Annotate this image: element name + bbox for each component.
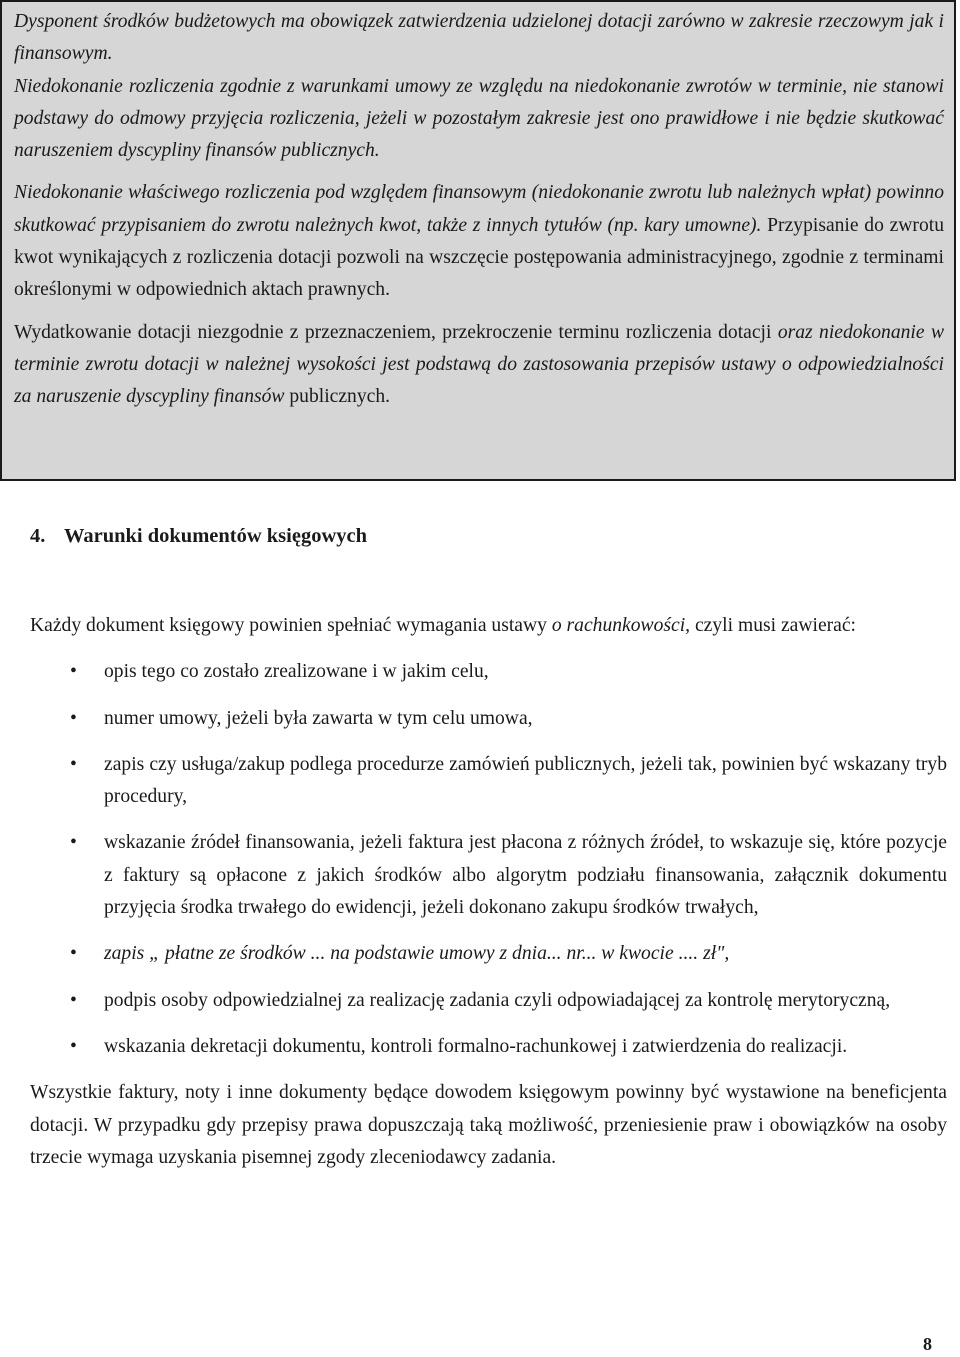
closing-paragraph: Wszystkie faktury, noty i inne dokumenty będące dowodem księgowym powinny być wystawione na beneficjenta dotacji. W przypadku gdy przepisy prawa dopuszczają taką możliwość, przeniesienie praw i obowiązków na osoby trzecie wymaga uzyskania pisemnej zgody zleceniodawcy zadania. <box>30 1082 947 1168</box>
box-paragraph-3-rest: Przypisanie do zwrotu kwot wynikających z rozliczenia dotacji pozwoli na wszczęcie postępowania administracyjnego, zgodnie z terminami określonymi w odpowiednich aktach prawnych. <box>14 214 944 301</box>
list-item-text: podpis osoby odpowiedzialnej za realizację zadania czyli odpowiadającej za kontrolę merytoryczną, <box>104 989 891 1011</box>
box-paragraph-3-italic: Niedokonanie właściwego rozliczenia pod względem finansowym (niedokonanie zwrotu lub należnych wpłat) powinno skutkować przypisaniem do zwrotu należnych kwot, także z innych tytułów (np. kary umowne). <box>14 182 944 236</box>
list-item <box>30 938 947 970</box>
list-item-text: opis tego co zostało zrealizowane i w jakim celu, <box>104 661 489 683</box>
shaded-info-box <box>0 0 956 481</box>
section-body <box>30 610 947 1174</box>
page-number: 8 <box>923 1334 932 1354</box>
intro-before: Każdy dokument księgowy powinien spełniać wymagania ustawy <box>30 615 552 636</box>
list-item-text: numer umowy, jeżeli była zawarta w tym celu umowa, <box>104 707 533 729</box>
list-item <box>30 1031 947 1063</box>
list-item <box>30 749 947 814</box>
bullet-icon: • <box>70 707 77 729</box>
bullet-icon: • <box>70 832 77 854</box>
list-item <box>30 703 947 735</box>
box-paragraph-4-italic: oraz niedokonanie w terminie zwrotu dotacji w należnej wysokości jest podstawą do zastosowania przepisów ustawy o odpowiedzialności za naruszenie dyscypliny finansów <box>14 321 945 408</box>
bullet-icon: • <box>70 661 77 683</box>
intro-italic: o rachunkowości, <box>551 615 691 636</box>
list-item <box>30 985 947 1017</box>
box-paragraph-4-end: publicznych. <box>284 386 391 408</box>
section-heading <box>30 525 367 548</box>
list-item-text: wskazanie źródeł finansowania, jeżeli faktura jest płacona z różnych źródeł, to wskazuje się, które pozycje z faktury są opłacone z jakich środków albo algorytm podziału finansowania, załącznik dokumentu przyjęcia środka trwałego do ewidencji, jeżeli dokonano zakupu środków trwałych, <box>104 832 947 919</box>
section-title: Warunki dokumentów księgowych <box>64 525 368 547</box>
box-paragraph-1: Dysponent środków budżetowych ma obowiązek zatwierdzenia udzielonej dotacji zarówno w zakresie rzeczowym jak i finansowym. <box>14 11 944 65</box>
list-item <box>30 827 947 924</box>
intro-after: czyli musi zawierać: <box>690 615 857 636</box>
requirements-list <box>30 656 947 1063</box>
list-item-text: wskazania dekretacji dokumentu, kontroli formalno-rachunkowej i zatwierdzenia do realizacji. <box>104 1035 848 1057</box>
section-number: 4. <box>30 525 46 547</box>
list-item <box>30 656 947 688</box>
bullet-icon: • <box>70 989 77 1011</box>
list-item-text: zapis „ płatne ze środków ... na podstawie umowy z dnia... nr... w kwocie .... zł", <box>104 943 730 965</box>
box-paragraph-3 <box>14 177 944 306</box>
bullet-icon: • <box>70 943 77 965</box>
box-paragraph-4-normal: Wydatkowanie dotacji niezgodnie z przeznaczeniem, przekroczenie terminu rozliczenia dotacji <box>14 321 778 343</box>
box-paragraph-4 <box>14 317 944 414</box>
intro-paragraph <box>30 610 947 642</box>
box-paragraph-2: Niedokonanie rozliczenia zgodnie z warunkami umowy ze względu na niedokonanie zwrotów w terminie, nie stanowi podstawy do odmowy przyjęcia rozliczenia, jeżeli w pozostałym zakresie jest ono prawidłowe i nie będzie skutkować naruszeniem dyscypliny finansów publicznych. <box>14 75 944 162</box>
bullet-icon: • <box>70 1035 77 1057</box>
bullet-icon: • <box>70 753 77 775</box>
list-item-text: zapis czy usługa/zakup podlega procedurze zamówień publicznych, jeżeli tak, powinien być wskazany tryb procedury, <box>104 753 947 808</box>
